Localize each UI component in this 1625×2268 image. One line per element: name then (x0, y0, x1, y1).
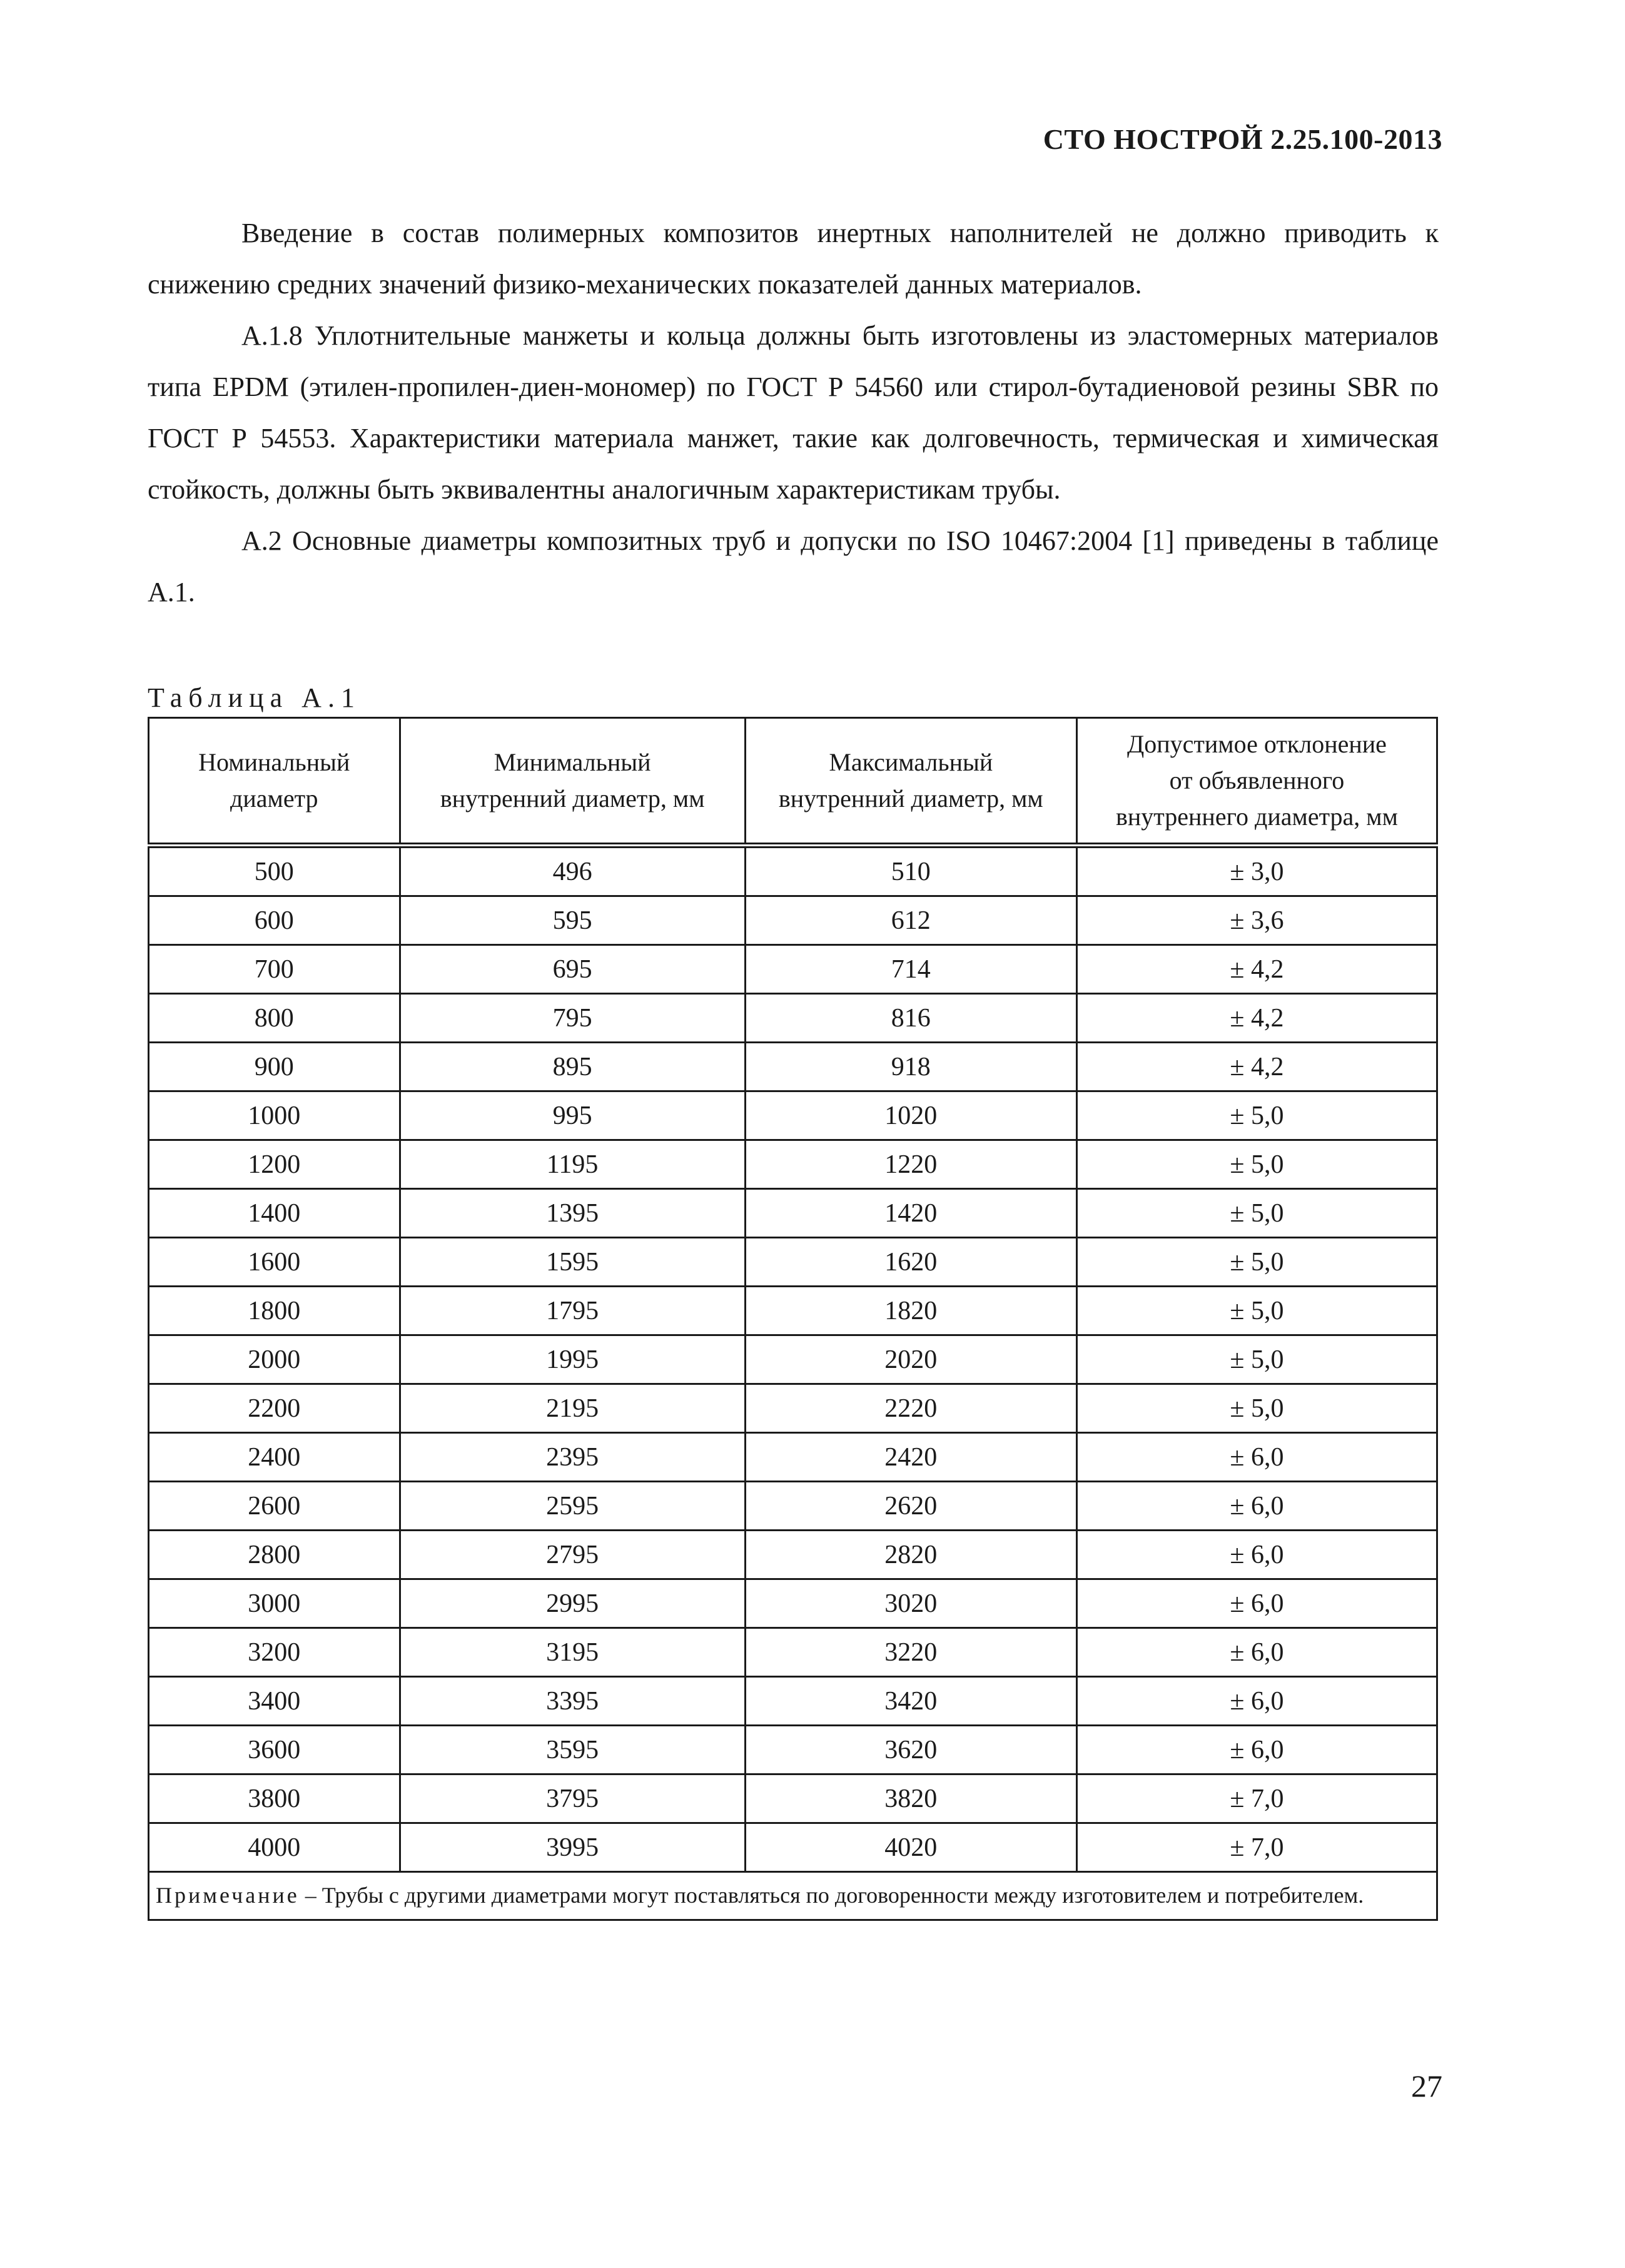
table-cell: 895 (400, 1043, 745, 1091)
table-row (149, 1531, 1437, 1579)
table-caption: Таблица А.1 (148, 682, 361, 713)
table-cell: ± 5,0 (1076, 1091, 1437, 1140)
table-cell: 1220 (745, 1140, 1076, 1189)
table-cell: 700 (149, 945, 400, 994)
table-cell: ± 5,0 (1076, 1140, 1437, 1189)
table-cell: 3395 (400, 1677, 745, 1726)
table-row (149, 896, 1437, 945)
table-cell: 3800 (149, 1774, 400, 1823)
table-cell: 2200 (149, 1384, 400, 1433)
table-row (149, 1823, 1437, 1872)
note-label: Примечание (156, 1883, 300, 1908)
table-cell: 995 (400, 1091, 745, 1140)
table-cell: ± 5,0 (1076, 1384, 1437, 1433)
table-row (149, 846, 1437, 896)
table-cell: 3595 (400, 1726, 745, 1774)
table-row (149, 1140, 1437, 1189)
table-row (149, 945, 1437, 994)
table-cell: 3420 (745, 1677, 1076, 1726)
table-row (149, 1189, 1437, 1238)
table-cell: 1200 (149, 1140, 400, 1189)
table-cell: 595 (400, 896, 745, 945)
table-cell: 2220 (745, 1384, 1076, 1433)
paragraph-a-1-8-seals: А.1.8 Уплотнительные манжеты и кольца должны быть изготовлены из эластомерных материалов типа EPDM (этилен-пропилен-диен-мономер) по ГОСТ Р 54560 или стирол-бутадиеновой резины SBR по ГОСТ Р 54553. Характеристики материала манжет, такие как долговечность, термическая и химическая стойкость, должны быть эквивалентны аналогичным характеристикам трубы. (148, 320, 1439, 505)
table-row (149, 1384, 1437, 1433)
table-cell: 2800 (149, 1531, 400, 1579)
table-cell: 3620 (745, 1726, 1076, 1774)
table-row (149, 1774, 1437, 1823)
table-cell: ± 3,6 (1076, 896, 1437, 945)
table-cell: ± 5,0 (1076, 1287, 1437, 1335)
table-cell: 3200 (149, 1628, 400, 1677)
table-cell: 4000 (149, 1823, 400, 1872)
header-tolerance: Допустимое отклонение от объявленного внутреннего диаметра, мм (1076, 718, 1437, 846)
table-cell: 795 (400, 994, 745, 1043)
table-cell: 1000 (149, 1091, 400, 1140)
table-cell: 496 (400, 846, 745, 896)
table-cell: 3995 (400, 1823, 745, 1872)
diameters-table (148, 717, 1438, 1921)
table-cell: 900 (149, 1043, 400, 1091)
table-cell: ± 6,0 (1076, 1726, 1437, 1774)
paragraph-a-2-diameters: А.2 Основные диаметры композитных труб и допуски по ISO 10467:2004 [1] приведены в таблице А.1. (148, 525, 1439, 607)
table-cell: 2020 (745, 1335, 1076, 1384)
table-cell: ± 4,2 (1076, 945, 1437, 994)
table-row (149, 1043, 1437, 1091)
table-cell: 2795 (400, 1531, 745, 1579)
table-cell: ± 3,0 (1076, 846, 1437, 896)
table-cell: 500 (149, 846, 400, 896)
table-cell: 3820 (745, 1774, 1076, 1823)
header-nominal-diameter: Номинальный диаметр (149, 718, 400, 846)
table-cell: 2395 (400, 1433, 745, 1482)
table-cell: 612 (745, 896, 1076, 945)
table-cell: 1800 (149, 1287, 400, 1335)
table-cell: 2595 (400, 1482, 745, 1531)
table-cell: ± 5,0 (1076, 1335, 1437, 1384)
table-cell: ± 6,0 (1076, 1677, 1437, 1726)
table-cell: 2600 (149, 1482, 400, 1531)
table-row (149, 994, 1437, 1043)
table-cell: 816 (745, 994, 1076, 1043)
table-cell: ± 4,2 (1076, 1043, 1437, 1091)
table-cell: ± 7,0 (1076, 1823, 1437, 1872)
body-text (148, 208, 1439, 618)
table-row (149, 1726, 1437, 1774)
table-cell: ± 6,0 (1076, 1579, 1437, 1628)
table-cell: 3400 (149, 1677, 400, 1726)
table-cell: 2995 (400, 1579, 745, 1628)
table-cell: 2820 (745, 1531, 1076, 1579)
table-cell: 600 (149, 896, 400, 945)
paragraph-fillers: Введение в состав полимерных композитов инертных наполнителей не должно приводить к снижению средних значений физико-механических показателей данных материалов. (148, 218, 1439, 300)
table-cell: 3600 (149, 1726, 400, 1774)
table-cell: 3020 (745, 1579, 1076, 1628)
note-text: – Трубы с другими диаметрами могут поставляться по договоренности между изготовителем и потребителем. (299, 1883, 1364, 1908)
table-cell: ± 6,0 (1076, 1433, 1437, 1482)
table-cell: ± 6,0 (1076, 1531, 1437, 1579)
table-cell: ± 6,0 (1076, 1628, 1437, 1677)
table-cell: ± 4,2 (1076, 994, 1437, 1043)
header-max-inner-diameter: Максимальный внутренний диаметр, мм (745, 718, 1076, 846)
table-cell: 2420 (745, 1433, 1076, 1482)
table-body (149, 846, 1437, 1920)
table-cell: ± 6,0 (1076, 1482, 1437, 1531)
table-cell: 3220 (745, 1628, 1076, 1677)
table-row (149, 1238, 1437, 1287)
table-cell: 695 (400, 945, 745, 994)
page-number: 27 (1411, 2068, 1442, 2103)
table-cell: 918 (745, 1043, 1076, 1091)
table-cell: 1400 (149, 1189, 400, 1238)
table-cell: 1195 (400, 1140, 745, 1189)
table-cell: 2000 (149, 1335, 400, 1384)
table-cell: ± 5,0 (1076, 1189, 1437, 1238)
table-row (149, 1091, 1437, 1140)
table-note (149, 1872, 1437, 1920)
header-min-inner-diameter: Минимальный внутренний диаметр, мм (400, 718, 745, 846)
table-cell: 3195 (400, 1628, 745, 1677)
table-cell: 800 (149, 994, 400, 1043)
table-cell: 2195 (400, 1384, 745, 1433)
table-header-row (149, 718, 1437, 846)
table-note-row (149, 1872, 1437, 1920)
table-cell: 1995 (400, 1335, 745, 1384)
table-cell: 1395 (400, 1189, 745, 1238)
document-code-header: СТО НОСТРОЙ 2.25.100-2013 (1043, 123, 1442, 155)
table-cell: 714 (745, 945, 1076, 994)
table-cell: 1420 (745, 1189, 1076, 1238)
table-row (149, 1677, 1437, 1726)
table-cell: 2400 (149, 1433, 400, 1482)
table-row (149, 1628, 1437, 1677)
table-cell: 1595 (400, 1238, 745, 1287)
table-cell: 510 (745, 846, 1076, 896)
table-cell: 1620 (745, 1238, 1076, 1287)
table-row (149, 1287, 1437, 1335)
table-row (149, 1335, 1437, 1384)
table-row (149, 1579, 1437, 1628)
table-row (149, 1482, 1437, 1531)
table-row (149, 1433, 1437, 1482)
table-cell: 1600 (149, 1238, 400, 1287)
table-cell: ± 5,0 (1076, 1238, 1437, 1287)
table-cell: 1795 (400, 1287, 745, 1335)
table-cell: 1820 (745, 1287, 1076, 1335)
table-cell: 2620 (745, 1482, 1076, 1531)
table-cell: 3000 (149, 1579, 400, 1628)
table-cell: 3795 (400, 1774, 745, 1823)
table-cell: 4020 (745, 1823, 1076, 1872)
table-cell: 1020 (745, 1091, 1076, 1140)
table-cell: ± 7,0 (1076, 1774, 1437, 1823)
